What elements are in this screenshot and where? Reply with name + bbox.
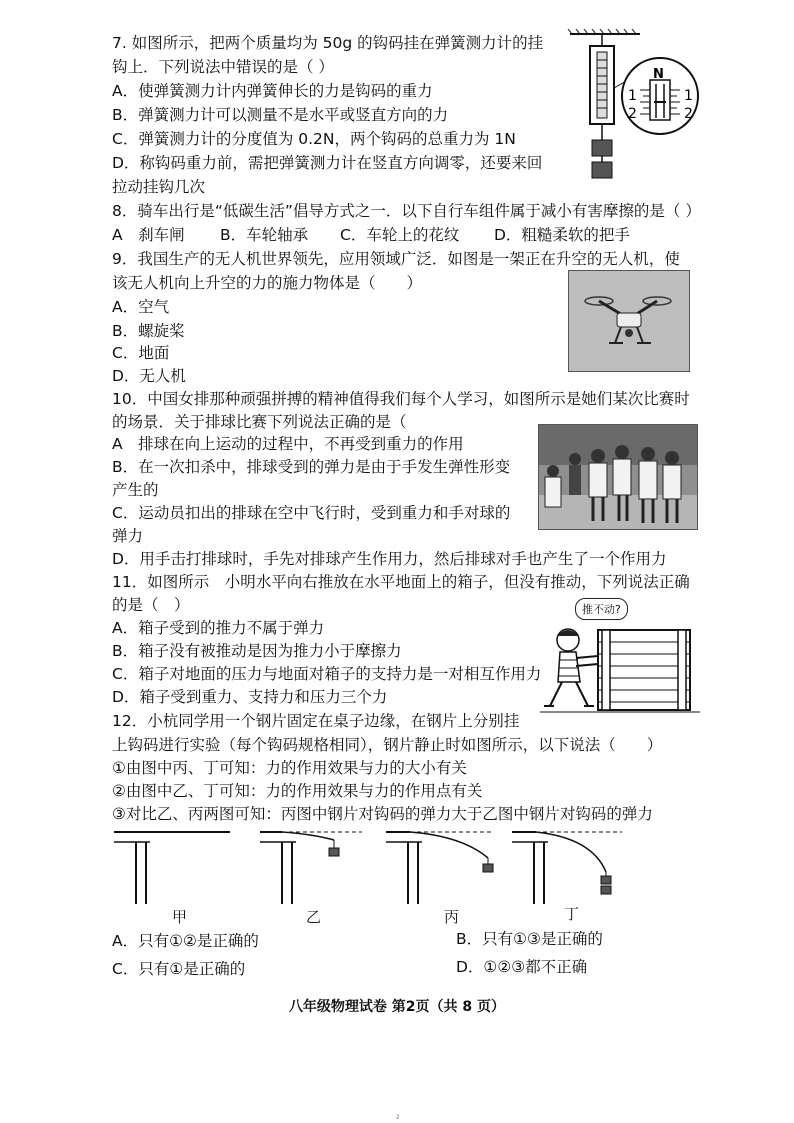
spring-scale-figure bbox=[560, 28, 720, 188]
label-jia: 甲 bbox=[172, 908, 188, 926]
scale-mark-1-right: 1 bbox=[684, 88, 693, 104]
q10-option-b-line2: 产生的 bbox=[112, 481, 159, 499]
pushing-box-figure bbox=[540, 620, 700, 718]
q8-options bbox=[112, 225, 630, 245]
q12-statement-3: ③对比乙、丙两图可知：丙图中钢片对钩码的弹力大于乙图中钢片对钩码的弹力 bbox=[112, 805, 653, 823]
q12-statement-2: ②由图中乙、丁可知：力的作用效果与力的作用点有关 bbox=[112, 782, 483, 800]
q9-option-d: D．无人机 bbox=[112, 367, 186, 385]
figure-bing bbox=[386, 832, 494, 904]
q12-statement-1: ①由图中丙、丁可知：力的作用效果与力的大小有关 bbox=[112, 759, 467, 777]
q9-stem-line1: 9．我国生产的无人机世界领先，应用领域广泛．如图是一架正在升空的无人机，使 bbox=[112, 250, 680, 268]
q7-option-b: B．弹簧测力计可以测量不是水平或竖直方向的力 bbox=[112, 106, 449, 124]
q9-option-c: C．地面 bbox=[112, 344, 170, 362]
q7-option-c: C．弹簧测力计的分度值为 0.2N，两个钩码的总重力为 1N bbox=[112, 130, 516, 148]
label-bing: 丙 bbox=[444, 908, 460, 926]
q11-option-d: D．箱子受到重力、支持力和压力三个力 bbox=[112, 688, 388, 706]
scale-unit-n: N bbox=[653, 67, 664, 82]
q10-option-c-line2: 弹力 bbox=[112, 527, 144, 545]
q10-stem-line2: 的场景．关于排球比赛下列说法正确的是（ bbox=[112, 413, 407, 431]
q12-option-a: A．只有①②是正确的 bbox=[112, 932, 259, 950]
volleyball-photo bbox=[538, 424, 698, 530]
q9-option-a: A．空气 bbox=[112, 298, 170, 316]
q11-option-b: B．箱子没有被推动是因为推力小于摩擦力 bbox=[112, 642, 402, 660]
q11-option-a: A．箱子受到的推力不属于弹力 bbox=[112, 619, 325, 637]
q8-option-a: A 刹车闸 bbox=[112, 226, 185, 244]
page-footer: 八年级物理试卷 第2页（共 8 页） bbox=[288, 999, 506, 1015]
q8-option-b: B．车轮轴承 bbox=[220, 226, 309, 244]
steel-strip-figures bbox=[112, 826, 632, 908]
q11-stem-line2: 的是（ ） bbox=[112, 596, 190, 614]
q12-option-c: C．只有①是正确的 bbox=[112, 960, 246, 978]
q12-stem-line1: 12．小杭同学用一个钢片固定在桌子边缘，在钢片上分别挂 bbox=[112, 712, 520, 730]
q7-option-d-line1: D．称钩码重力前，需把弹簧测力计在竖直方向调零，还要来回 bbox=[112, 154, 543, 172]
q7-option-d-line2: 拉动挂钩几次 bbox=[112, 178, 206, 196]
scale-mark-2-right: 2 bbox=[684, 106, 693, 122]
scale-mark-2-left: 2 bbox=[628, 106, 637, 122]
label-yi: 乙 bbox=[306, 908, 322, 926]
figure-ding bbox=[512, 832, 622, 904]
q10-option-a: A 排球在向上运动的过程中，不再受到重力的作用 bbox=[112, 435, 464, 453]
figure-yi bbox=[260, 832, 362, 904]
q10-option-b-line1: B．在一次扣杀中，排球受到的弹力是由于手发生弹性形变 bbox=[112, 458, 511, 476]
q12-stem-line2: 上钩码进行实验（每个钩码规格相同），钢片静止时如图所示，以下说法（ ） bbox=[112, 736, 663, 754]
page-mark: 2 bbox=[396, 1114, 400, 1121]
q7-stem-line1: 7. 如图所示，把两个质量均为 50g 的钩码挂在弹簧测力计的挂 bbox=[112, 34, 544, 52]
q11-option-c: C．箱子对地面的压力与地面对箱子的支持力是一对相互作用力 bbox=[112, 665, 542, 683]
label-ding: 丁 bbox=[564, 905, 580, 923]
drone-photo bbox=[568, 270, 690, 372]
q8-option-d: D．粗糙柔软的把手 bbox=[494, 226, 630, 244]
speech-bubble: 推不动? bbox=[575, 598, 628, 620]
q10-option-d: D．用手击打排球时，手先对排球产生作用力，然后排球对手也产生了一个作用力 bbox=[112, 550, 667, 568]
q7-option-a: A．使弹簧测力计内弹簧伸长的力是钩码的重力 bbox=[112, 82, 433, 100]
q7-stem-line2: 钩上．下列说法中错误的是（ ） bbox=[112, 58, 334, 76]
q9-option-b: B．螺旋桨 bbox=[112, 322, 185, 340]
figure-jia bbox=[114, 832, 230, 904]
q9-stem-line2: 该无人机向上升空的力的施力物体是（ ） bbox=[112, 274, 423, 292]
q8-stem: 8．骑车出行是“低碳生活”倡导方式之一．以下自行车组件属于减小有害摩擦的是（ ） bbox=[112, 202, 701, 220]
q10-stem-line1: 10．中国女排那种顽强拼搏的精神值得我们每个人学习，如图所示是她们某次比赛时 bbox=[112, 390, 690, 408]
q11-stem-line1: 11．如图所示 小明水平向右推放在水平地面上的箱子，但没有推动，下列说法正确 bbox=[112, 573, 690, 591]
q12-option-b: B．只有①③是正确的 bbox=[456, 930, 603, 948]
q12-option-d: D．①②③都不正确 bbox=[456, 958, 588, 976]
q8-option-c: C．车轮上的花纹 bbox=[340, 226, 460, 244]
scale-mark-1-left: 1 bbox=[628, 88, 637, 104]
q10-option-c-line1: C．运动员扣出的排球在空中飞行时，受到重力和手对球的 bbox=[112, 504, 511, 522]
